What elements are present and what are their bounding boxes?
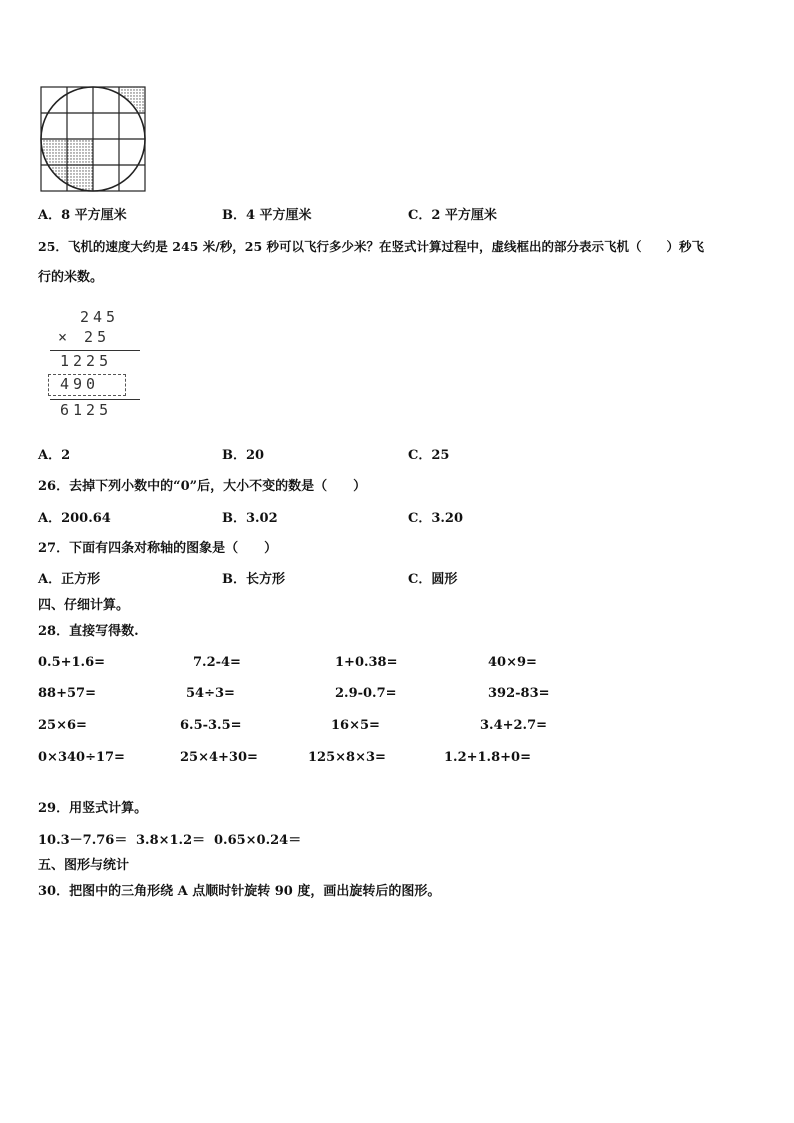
q29-item-2: 3.8×1.2＝ <box>136 833 206 848</box>
q28-item: 1.2+1.8+0= <box>444 750 531 765</box>
q28-item: 54÷3= <box>186 686 235 701</box>
q27-option-b: B．长方形 <box>222 572 285 587</box>
q29-item-3: 0.65×0.24＝ <box>214 833 302 848</box>
partial-product-1: 1225 <box>60 352 113 370</box>
q28-stem: 28．直接写得数. <box>38 624 139 639</box>
q26-stem: 26．去掉下列小数中的“0”后，大小不变的数是（ ） <box>38 479 367 494</box>
q27-option-c: C．圆形 <box>408 572 458 587</box>
section-4-heading: 四、仔细计算。 <box>38 598 130 613</box>
q28-item: 2.9-0.7= <box>335 686 397 701</box>
q25-stem-line1: 25．飞机的速度大约是 245 米/秒，25 秒可以飞行多少米？在竖式计算过程中，虚线框出的部分表示飞机（ ）秒飞 <box>38 239 705 254</box>
q28-item: 40×9= <box>488 655 537 670</box>
q27-option-a: A．正方形 <box>38 572 101 587</box>
q26-option-a: A．200.64 <box>38 511 111 526</box>
q27-stem: 27．下面有四条对称轴的图象是（ ） <box>38 541 278 556</box>
q24-option-a: A．8 平方厘米 <box>38 208 127 223</box>
q25-option-b: B．20 <box>222 448 265 463</box>
multiplier: × 25 <box>58 328 111 346</box>
product-line-1 <box>50 350 140 351</box>
circle-grid-figure <box>40 86 146 192</box>
q29-item-1: 10.3－7.76＝ <box>38 833 128 848</box>
q28-item: 25×4+30= <box>180 750 258 765</box>
q28-item: 3.4+2.7= <box>480 718 548 733</box>
vertical-multiplication <box>40 304 150 424</box>
q25-option-c: C．25 <box>408 448 450 463</box>
q28-item: 125×8×3= <box>308 750 386 765</box>
final-product: 6125 <box>60 401 113 419</box>
q28-item: 88+57= <box>38 686 96 701</box>
product-line-2 <box>50 399 140 400</box>
multiplicand: 245 <box>80 308 120 326</box>
partial-product-2: 490 <box>60 375 100 393</box>
q25-stem-line2: 行的米数。 <box>38 270 104 285</box>
q28-item: 392-83= <box>488 686 550 701</box>
q24-option-c: C．2 平方厘米 <box>408 208 497 223</box>
section-5-heading: 五、图形与统计 <box>38 858 130 873</box>
q28-item: 1+0.38= <box>335 655 398 670</box>
q30-stem: 30．把图中的三角形绕 A 点顺时针旋转 90 度，画出旋转后的图形。 <box>38 884 441 899</box>
shaded-corner-region <box>120 87 146 113</box>
q28-item: 7.2-4= <box>193 655 241 670</box>
q28-item: 6.5-3.5= <box>180 718 242 733</box>
q29-stem: 29．用竖式计算。 <box>38 801 148 816</box>
q24-option-b: B．4 平方厘米 <box>222 208 312 223</box>
q28-item: 25×6= <box>38 718 87 733</box>
q28-item: 0.5+1.6= <box>38 655 106 670</box>
q26-option-b: B．3.02 <box>222 511 278 526</box>
q26-option-c: C．3.20 <box>408 511 464 526</box>
q25-option-a: A．2 <box>38 448 71 463</box>
q28-item: 0×340÷17= <box>38 750 125 765</box>
q28-item: 16×5= <box>331 718 380 733</box>
